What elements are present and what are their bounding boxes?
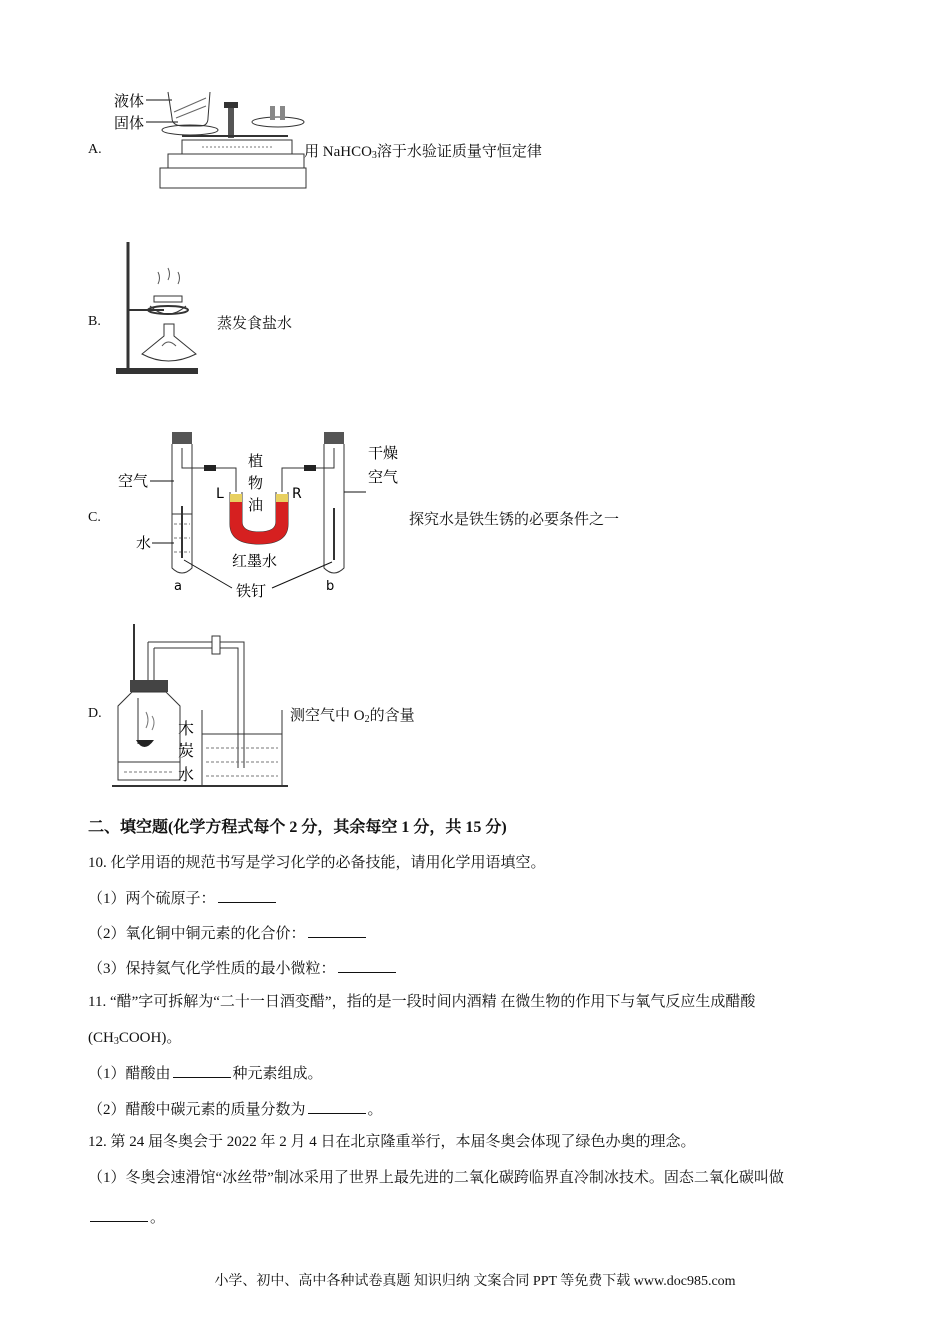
- veg-oil-label-3: 油: [248, 496, 264, 514]
- answer-blank: [338, 960, 396, 973]
- option-b-letter: B.: [88, 314, 101, 329]
- charcoal-label-2: 炭: [178, 741, 195, 760]
- evaporation-figure: [112, 238, 200, 376]
- red-ink-label: 红墨水: [232, 552, 278, 570]
- q11-item-2: （2）醋酸中碳元素的质量分数为 。: [88, 1102, 383, 1118]
- option-c-letter: C.: [88, 510, 101, 525]
- q10-item-3: （3）保持氦气化学性质的最小微粒：: [88, 957, 398, 978]
- q12-stem: 12. 第 24 届冬奥会于 2022 年 2 月 4 日在北京隆重举行，本届冬奥会体现了绿色办奥的理念。: [88, 1134, 696, 1150]
- q11-item-1: （1）醋酸由 种元素组成。: [88, 1066, 323, 1082]
- veg-oil-label-1: 植: [248, 452, 264, 470]
- answer-blank: [308, 925, 366, 938]
- charcoal-label-1: 木: [178, 719, 195, 738]
- option-d-letter: D.: [88, 706, 102, 721]
- q10-item-1: （1）两个硫原子：: [88, 887, 278, 908]
- right-marker-label: R: [292, 486, 302, 502]
- left-marker-label: L: [216, 486, 224, 502]
- rust-experiment-figure: [112, 428, 408, 606]
- solid-label: 固体: [114, 114, 145, 132]
- dry-air-label-1: 干燥: [368, 444, 399, 462]
- balance-figure: [112, 88, 308, 194]
- answer-blank: [173, 1065, 231, 1078]
- q11-formula: $(CH_3COOH)$。: [88, 1030, 182, 1047]
- option-a-caption: 用 NaHCO$_3$溶于水验证质量守恒定律: [304, 144, 542, 161]
- dry-air-label-2: 空气: [368, 468, 399, 486]
- q10-stem: 10. 化学用语的规范书写是学习化学的必备技能，请用化学用语填空。: [88, 855, 546, 871]
- option-d-caption: 测空气中 $O_2$的含量: [290, 708, 415, 725]
- q10-item-2: （2）氧化铜中铜元素的化合价：: [88, 922, 368, 943]
- oxygen-measurement-figure: [108, 622, 292, 788]
- answer-blank: [90, 1209, 148, 1222]
- answer-blank: [218, 890, 276, 903]
- water-label-d: 水: [178, 765, 195, 784]
- water-label: 水: [136, 534, 152, 552]
- iron-nail-label: 铁钉: [236, 582, 267, 600]
- liquid-label: 液体: [114, 92, 145, 110]
- tube-a-label: a: [174, 579, 182, 594]
- answer-blank: [308, 1101, 366, 1114]
- tube-b-label: b: [326, 579, 335, 594]
- page-footer: 小学、初中、高中各种试卷真题 知识归纳 文案合同 PPT 等免费下载 www.doc985.com: [214, 1274, 736, 1289]
- q12-item-1: （1）冬奥会速滑馆“冰丝带”制冰采用了世界上最先进的二氧化碳跨临界直冷制冰技术。固态二氧化碳叫做: [88, 1170, 784, 1186]
- option-b-caption: 蒸发食盐水: [217, 316, 293, 332]
- q11-stem: 11. “醋”字可拆解为“二十一日酒变醋”，指的是一段时间内酒精 在微生物的作用下与氧气反应生成醋酸: [88, 994, 756, 1010]
- option-c-caption: 探究水是铁生锈的必要条件之一: [409, 512, 620, 528]
- veg-oil-label-2: 物: [248, 474, 264, 492]
- option-a-letter: A.: [88, 142, 102, 157]
- section-heading: 二、填空题(化学方程式每个 2 分，其余每空 1 分，共 15 分): [88, 819, 507, 836]
- air-label: 空气: [118, 472, 149, 490]
- q12-item-1-answer: 。: [88, 1206, 165, 1227]
